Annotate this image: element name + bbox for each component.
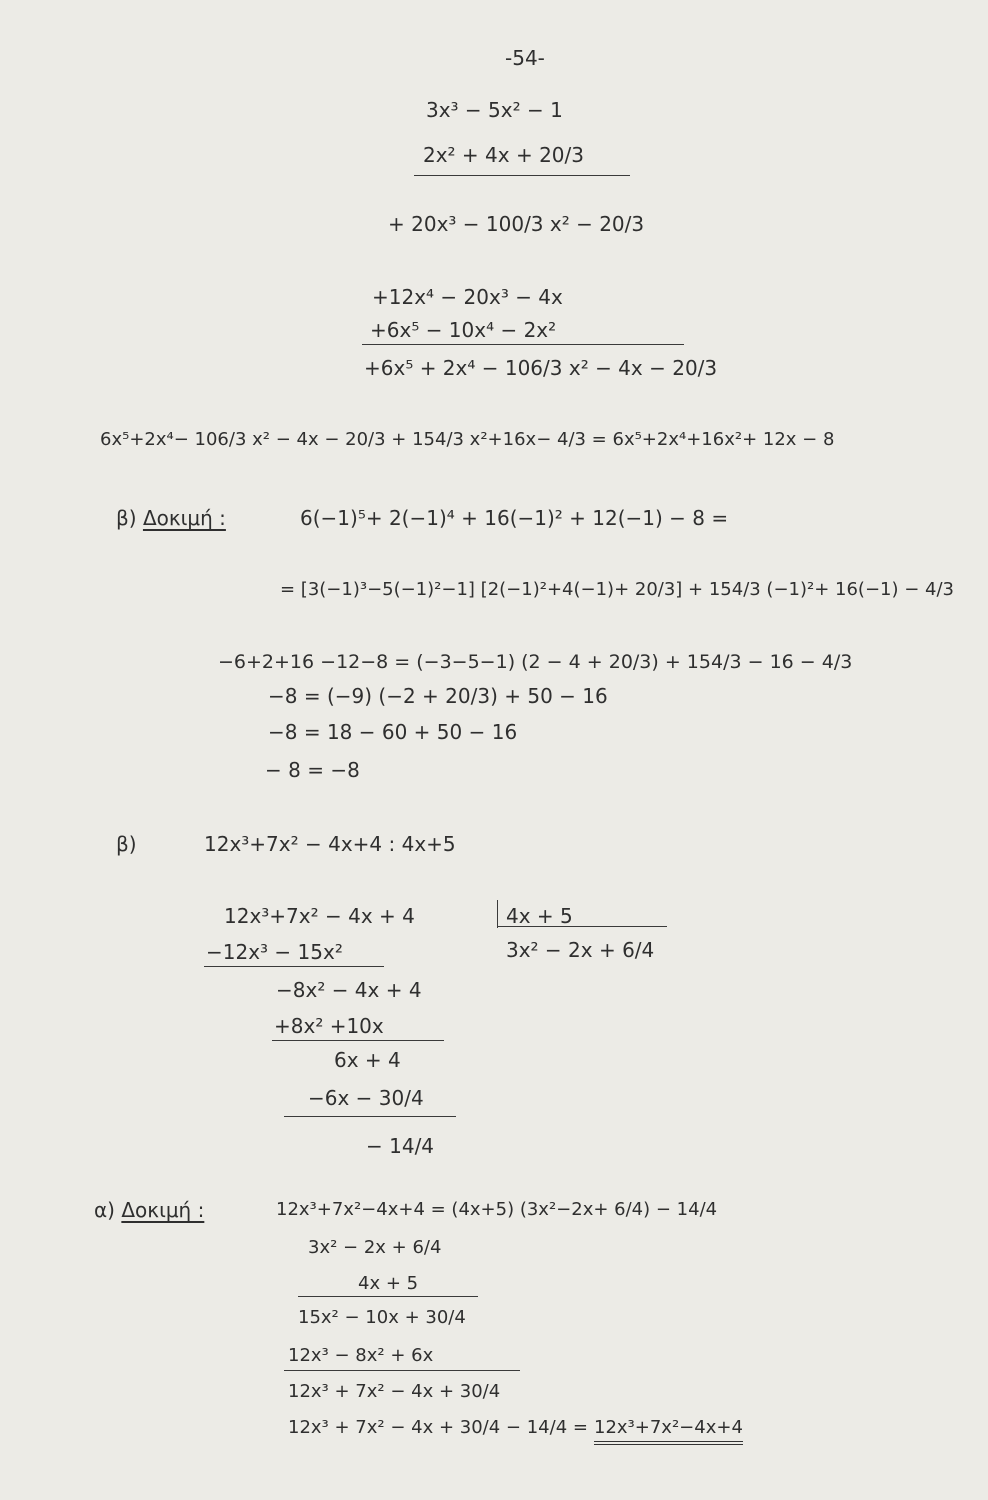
division-rule-1 bbox=[204, 966, 384, 967]
quotient: 3x² − 2x + 6/4 bbox=[506, 938, 655, 962]
division-problem: 12x³+7x² − 4x+4 : 4x+5 bbox=[204, 832, 456, 856]
check-label-prefix: α) bbox=[94, 1198, 115, 1222]
division-step-4: 6x + 4 bbox=[334, 1048, 401, 1072]
check2-identity: 12x³+7x²−4x+4 = (4x+5) (3x²−2x+ 6/4) − 14/4 bbox=[276, 1199, 718, 1220]
multiplication-rule-1 bbox=[414, 175, 630, 176]
check-label-text: Δοκιμή : bbox=[142, 506, 226, 530]
check2-rule-2 bbox=[284, 1370, 520, 1371]
division-bracket-vertical bbox=[497, 900, 498, 928]
dividend: 12x³+7x² − 4x + 4 bbox=[224, 904, 415, 928]
divisor: 4x + 5 bbox=[506, 904, 573, 928]
check2-final-right: 12x³+7x²−4x+4 bbox=[594, 1416, 743, 1445]
division-step-5: −6x − 30/4 bbox=[308, 1086, 424, 1110]
partial-product-1: + 20x³ − 100/3 x² − 20/3 bbox=[388, 212, 645, 236]
check1-line-6: − 8 = −8 bbox=[265, 758, 360, 782]
check2-factor-1: 3x² − 2x + 6/4 bbox=[308, 1237, 442, 1258]
check-label-1 bbox=[116, 506, 226, 530]
check1-line-1: 6(−1)⁵+ 2(−1)⁴ + 16(−1)² + 12(−1) − 8 = bbox=[300, 506, 729, 530]
page-number: -54- bbox=[505, 46, 545, 70]
product-result: 6x⁵+2x⁴− 106/3 x² − 4x − 20/3 + 154/3 x²+16x− 4/3 = 6x⁵+2x⁴+16x²+ 12x − 8 bbox=[100, 429, 835, 450]
check-label-text: Δοκιμή : bbox=[121, 1198, 205, 1222]
check-label-prefix: β) bbox=[116, 506, 137, 530]
division-label: β) bbox=[116, 832, 137, 856]
check2-rule-1 bbox=[298, 1296, 478, 1297]
check2-partial-1: 15x² − 10x + 30/4 bbox=[298, 1307, 466, 1328]
product-sum: +6x⁵ + 2x⁴ − 106/3 x² − 4x − 20/3 bbox=[364, 356, 718, 380]
division-step-2: −8x² − 4x + 4 bbox=[276, 978, 422, 1002]
check2-final-left: 12x³ + 7x² − 4x + 30/4 − 14/4 = bbox=[288, 1417, 588, 1438]
multiplicand: 3x³ − 5x² − 1 bbox=[426, 98, 563, 122]
division-rule-2 bbox=[272, 1040, 444, 1041]
division-rule-3 bbox=[284, 1116, 456, 1117]
division-bracket-horizontal bbox=[497, 926, 667, 927]
check2-factor-2: 4x + 5 bbox=[358, 1273, 419, 1294]
check1-line-4: −8 = (−9) (−2 + 20/3) + 50 − 16 bbox=[268, 684, 608, 708]
check2-sum: 12x³ + 7x² − 4x + 30/4 bbox=[288, 1381, 501, 1402]
check1-line-2: = [3(−1)³−5(−1)²−1] [2(−1)²+4(−1)+ 20/3] + 154/3 (−1)²+ 16(−1) − 4/3 bbox=[280, 579, 955, 600]
division-step-1: −12x³ − 15x² bbox=[206, 940, 343, 964]
division-step-3: +8x² +10x bbox=[274, 1014, 384, 1038]
check-label-2 bbox=[94, 1198, 204, 1222]
division-remainder: − 14/4 bbox=[366, 1134, 435, 1158]
check1-line-3: −6+2+16 −12−8 = (−3−5−1) (2 − 4 + 20/3) + 154/3 − 16 − 4/3 bbox=[218, 651, 853, 673]
partial-product-2: +12x⁴ − 20x³ − 4x bbox=[372, 285, 563, 309]
check2-partial-2: 12x³ − 8x² + 6x bbox=[288, 1345, 434, 1366]
partial-product-3: +6x⁵ − 10x⁴ − 2x² bbox=[370, 318, 557, 342]
check1-line-5: −8 = 18 − 60 + 50 − 16 bbox=[268, 720, 518, 744]
multiplication-rule-2 bbox=[362, 344, 684, 345]
multiplier: 2x² + 4x + 20/3 bbox=[423, 143, 584, 167]
